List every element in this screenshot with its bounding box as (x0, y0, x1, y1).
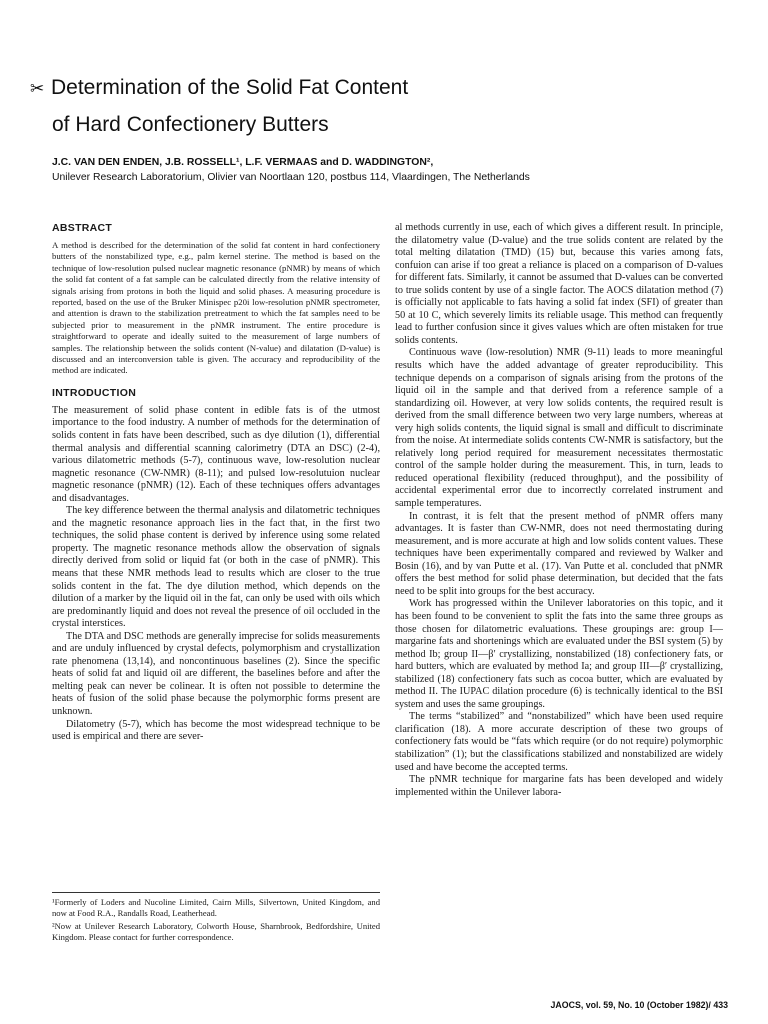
body-paragraph: Continuous wave (low-resolution) NMR (9-11) leads to more meaningful results which have the added advantage of greater reproducibility. This technique depends on a comparison of signals arising from the protons of the liquid oil in the sample and that derived from a reference sample of a standardizing oil. However, at very low solids contents, the required result is derived from the small difference between two very large numbers, whereas at very high solids contents, the liquid signal is small and difficult to discriminate from the noise. At intermediate solids contents CW-NMR is satisfactory, but the relatively long period required for measurement necessitates thermostatic control of the sample holder during the measurement. This, in turn, leads to reduced operational flexibility (reduced throughput), and the possibility of accidental experimental error due to incorrectly correlated instrument and sample temperatures. (395, 347, 723, 510)
intro-paragraph: Dilatometry (5-7), which has become the most widespread technique to be used is empirical and there are sever- (52, 718, 380, 743)
left-column (52, 222, 380, 744)
footnote-2: ²Now at Unilever Research Laboratory, Colworth House, Sharnbrook, Bedfordshire, United Kingdom. Please contact for further correspondence. (52, 921, 380, 942)
right-column (395, 222, 723, 799)
body-paragraph: The pNMR technique for margarine fats has been developed and widely implemented within the Unilever labora- (395, 774, 723, 798)
intro-paragraph: The key difference between the thermal analysis and dilatometric techniques and the magnetic resonance approach lies in the fact that, in the first two techniques, the solid phase content is derived by inference using some related property. The magnetic resonance methods allow the observation of signals directly derived from solid or liquid fat (or both in the case of pNMR). This means that these NMR methods lead to results which are closer to the true solids content in the fat. The dye dilution method, which depends on the dilution of a marker by the liquid oil in the fat, can only be used with oils which are predominantly liquid and does not reveal the presence of oil occluded in the crystal interstices. (52, 505, 380, 630)
authors-block (52, 155, 732, 185)
footnotes (52, 892, 380, 945)
journal-citation-footer: JAOCS, vol. 59, No. 10 (October 1982)/ 433 (550, 1000, 728, 1010)
footnote-1: ¹Formerly of Loders and Nucoline Limited, Cairn Mills, Silvertown, United Kingdom, and now at Food R.A., Randalls Road, Leatherhead. (52, 897, 380, 918)
article-title-line-2: of Hard Confectionery Butters (52, 113, 329, 136)
author-names: J.C. VAN DEN ENDEN, J.B. ROSSELL¹, L.F. VERMAAS and D. WADDINGTON², (52, 157, 434, 168)
body-paragraph: The terms “stabilized” and “nonstabilized” which have been used require clarification (18). A more accurate description of these two groups of confectionery fats would be “fats which require (or do not require) polymorphic stabilization” (1); but the classifications stabilized and nonstabilized are widely used and have become the accepted terms. (395, 711, 723, 773)
article-title-text-1: Determination of the Solid Fat Content (51, 76, 409, 99)
body-paragraph: Work has progressed within the Unilever laboratories on this topic, and it has been found to be convenient to split the fats into the same three groups as those chosen for dilatometric evaluations. These groupings are: group I—margarine fats and shortenings which are evaluated under the BSI system (5) by method Ib; group II—β′ crystallizing, nonstabilized (18) confectionery fats, or hard butters, which are evaluated by method Ia; and group III—β′ crystallizing, stabilized (18) confectionery fats such as cocoa butter, which are evaluated by method II. The IUPAC dilation procedure (6) is technically identical to the BSI system and uses the same groupings. (395, 598, 723, 710)
body-paragraph: al methods currently in use, each of which gives a different result. In principle, the dilatometry value (D-value) and the true solids content are related by the total melting dilatation (TMD) (15) but, because this varies among fats, confuion can arise if too great a reliance is placed on a comparison of D-values for different fats. Similarly, it cannot be assumed that D-values can be converted to true solids content by use of a single factor. The AOCS dilatation method (7) is officially not applicable to fats having a solid fat index (SFI) of greater than 50 at 10 C, which severely limits its reliable usage. This method can frequently lead to further confusion since it gives values which are often mistaken for true solids contents. (395, 222, 723, 346)
abstract-heading: ABSTRACT (52, 222, 113, 234)
intro-paragraph: The measurement of solid phase content in edible fats is of the utmost importance to the food industry. A number of methods for the determination of solids content in fats have been described, such as dye dilution (1), differential thermal analysis and differential scanning calorimetry (DTA an DSC) (2-4), various dilatometric methods (5-7), continuous wave, low-resolution nuclear magnetic resonance (CW-NMR) (8-11); and pulsed low-resolutuion nuclear magnetic resonance (pNMR) (12). Each of these techniques offers advantages and disadvantages. (52, 404, 380, 504)
introduction-heading: INTRODUCTION (52, 386, 137, 399)
intro-paragraph: The DTA and DSC methods are generally imprecise for solids measurements and are unduly influenced by crystal defects, polymorphism and crystallization rate phenomena (13,14), and noncontinuous baselines (2). Since the specific heats of solid fat and liquid oil are different, the baselines before and after the melting peak can never be colinear. It is often not possible to determine the heats of fusion of the solid phase because the polymorphic forms present are unknown. (52, 630, 380, 717)
abstract-text: A method is described for the determination of the solid fat content in hard confectionery butters of the nonstabilized type, e.g., palm kernel sterine. The method is based on the technique of low-resolution pulsed nuclear magnetic resonance (pNMR) by means of which the solid fat content of a fat sample can be calculated directly from the relative intensity of signals arising from protons in both the liquid and solid phases. A measuring procedure is reported, based on the use of the Bruker Minispec p20i low-resolution pNMR spectrometer, and attention is drawn to the stabilization pretreatment to which the fat samples need to be subjected prior to measurement in the pNMR instrument. The entire procedure is straightforward to operate and ideally suited to the measurement of large numbers of samples. The relationship between the solids content (N-value) and dilatation (D-value) is discussed and an interconversion table is given. The accuracy and reproducibility of the method are indicated. (52, 240, 380, 376)
article-title-line-1 (30, 70, 730, 107)
author-affiliation: Unilever Research Laboratorium, Olivier van Noortlaan 120, postbus 114, Vlaardingen, The Netherlands (52, 172, 530, 183)
title-block (30, 70, 730, 143)
introduction-section (52, 387, 380, 744)
scissors-icon: ✂ (30, 79, 45, 98)
body-paragraph: In contrast, it is felt that the present method of pNMR offers many advantages. It is faster than CW-NMR, does not need thermostating during measurement, and is more accurate at high and low solids content values. These techniques have been experimentally compared and reviewed by Walker and Bosin (16), and by van Putte et al. (17). Van Putte et al. concluded that pNMR offers the best method for solid phase determination, but decided that the fats need to be split into groups for the best accuracy. (395, 510, 723, 597)
